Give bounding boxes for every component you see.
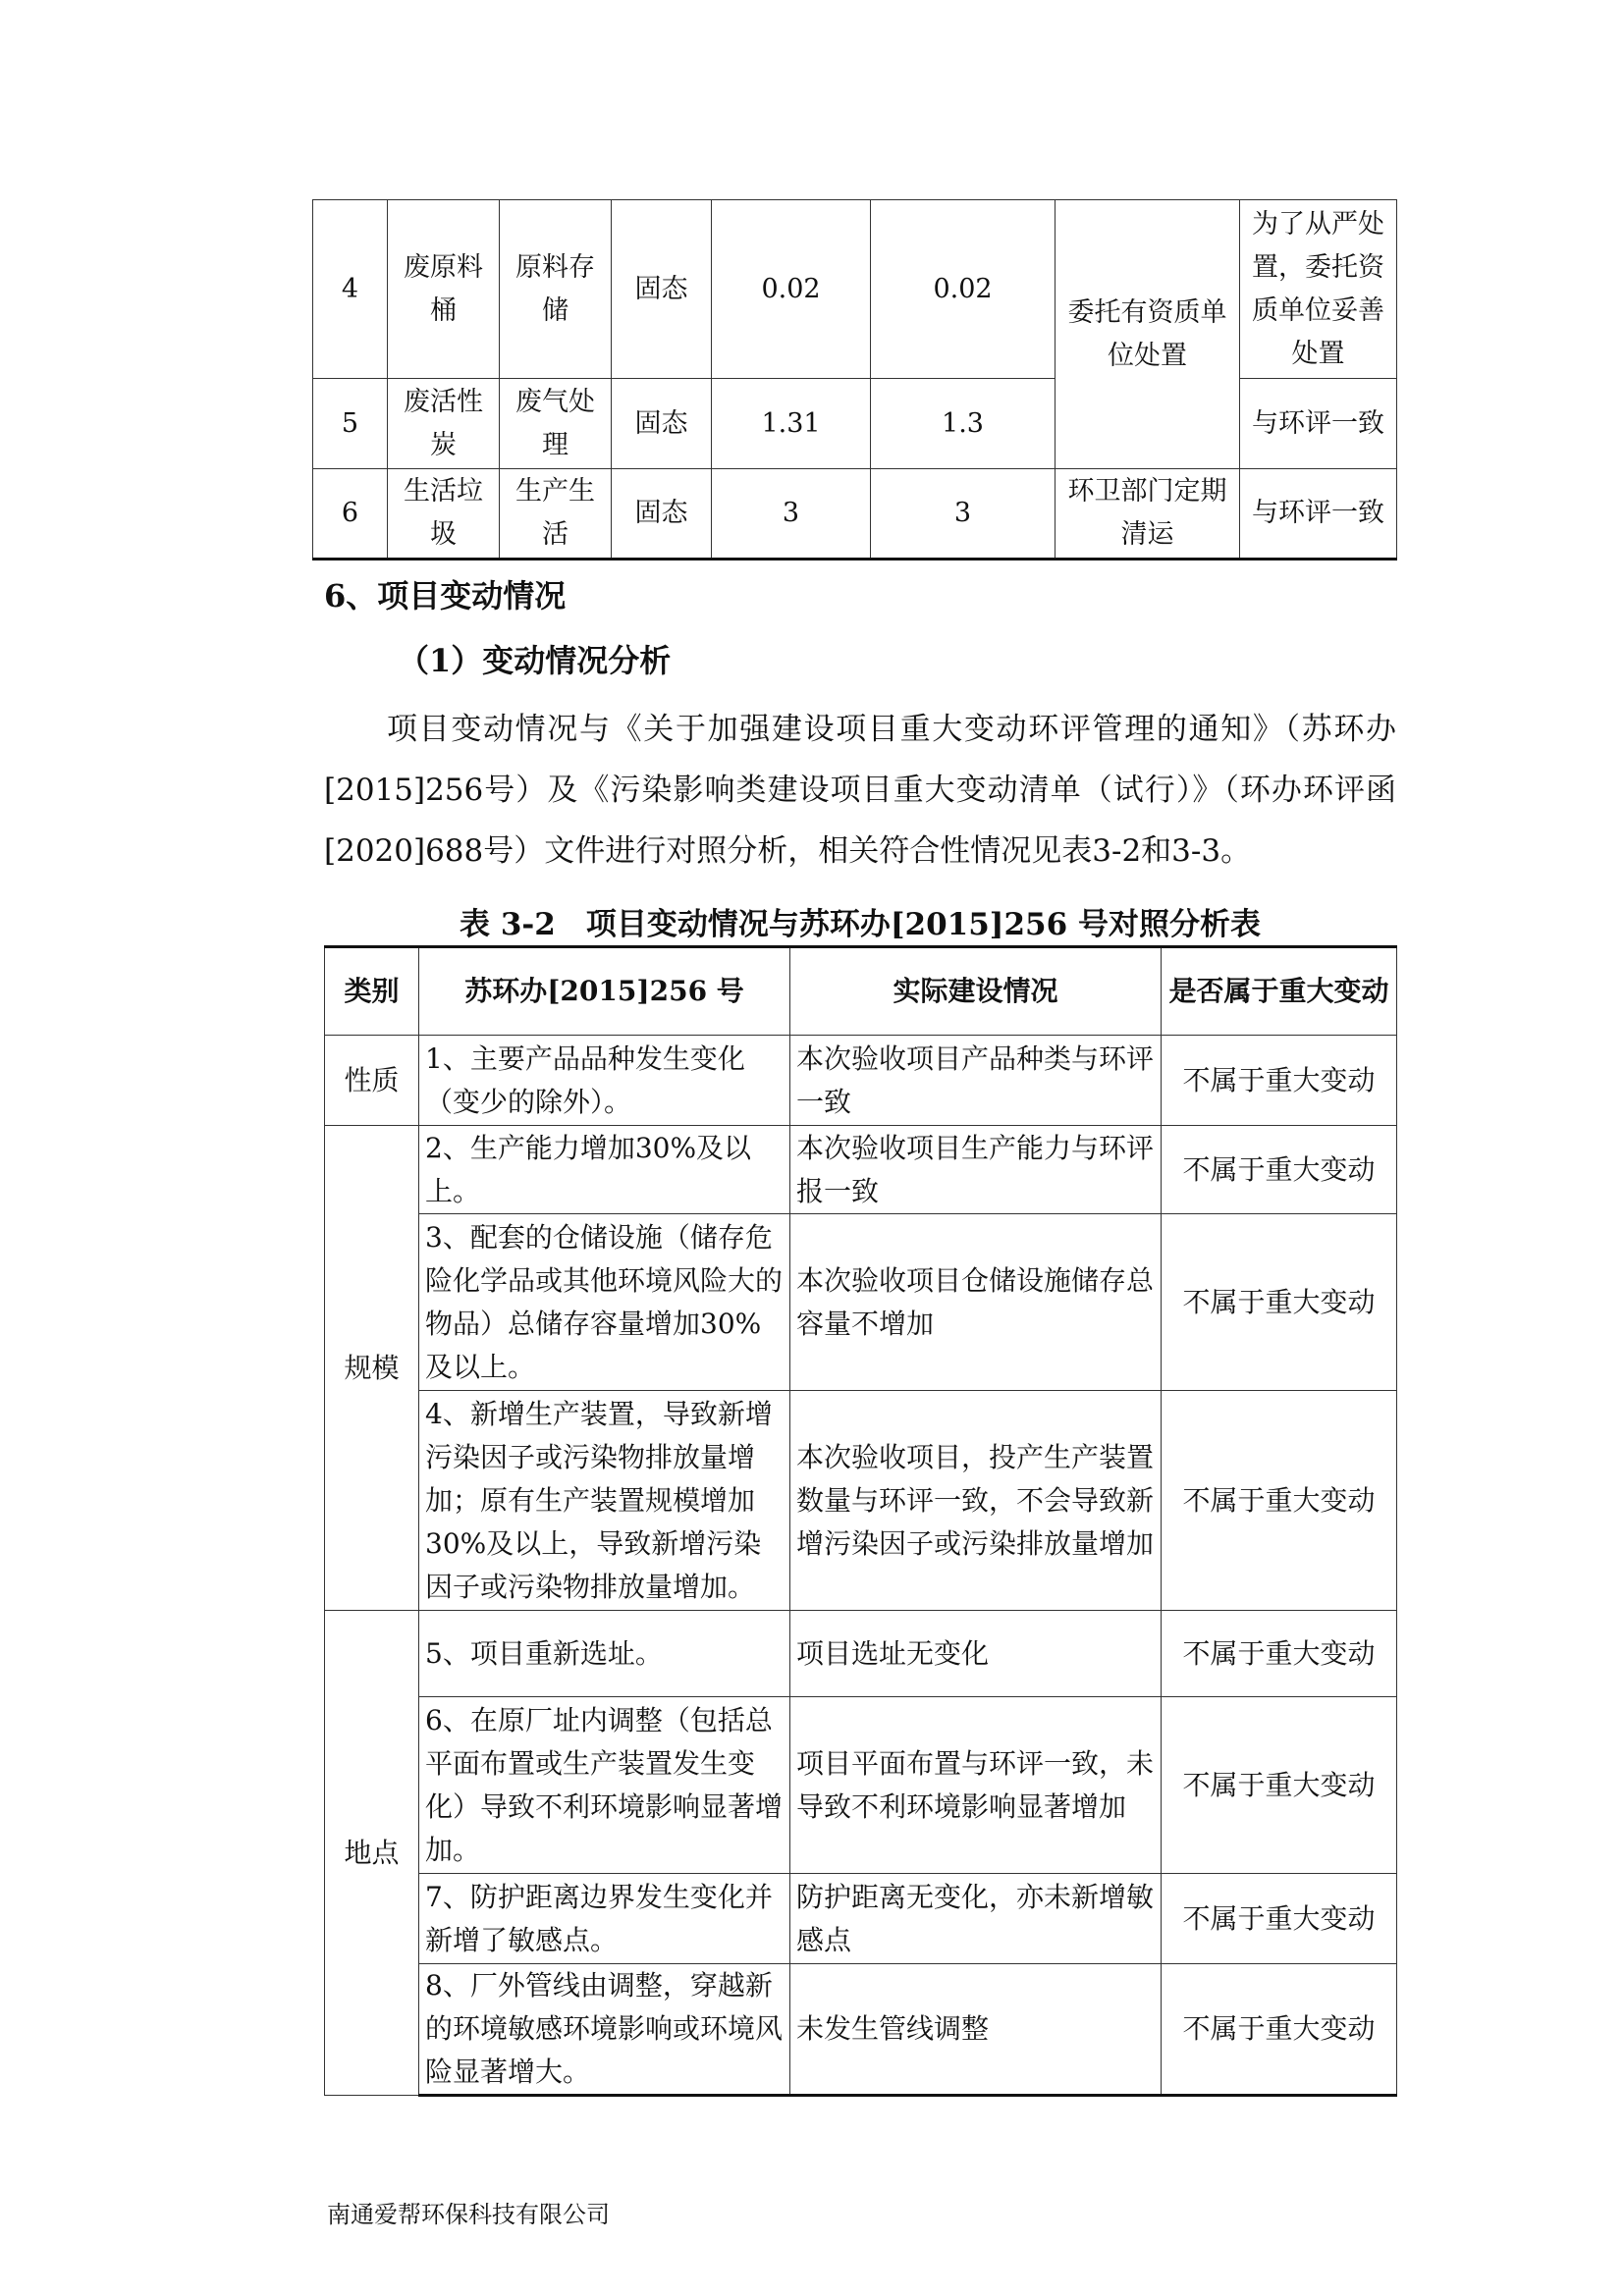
waste-form: 固态 (612, 200, 712, 379)
header-actual: 实际建设情况 (790, 947, 1162, 1036)
actual-situation: 本次验收项目仓储设施储存总容量不增加 (790, 1214, 1162, 1391)
table-row (325, 1611, 1397, 1697)
eia-amount: 0.02 (712, 200, 871, 379)
disposal-method: 委托有资质单位处置 (1056, 200, 1240, 469)
body-paragraph: 项目变动情况与《关于加强建设项目重大变动环评管理的通知》（苏环办[2015]256号）及《污染影响类建设项目重大变动清单（试行）》（环办环评函[2020]688号）文件进行对照分析，相关符合性情况见表3-2和3-3。 (324, 712, 1396, 869)
table-row (325, 1391, 1397, 1611)
row-number: 6 (313, 469, 388, 560)
waste-name: 生活垃圾 (388, 469, 500, 560)
category-cell: 规模 (325, 1126, 419, 1611)
result-cell: 不属于重大变动 (1162, 1126, 1397, 1214)
header-regulation: 苏环办[2015]256 号 (419, 947, 790, 1036)
regulation-item: 2、生产能力增加30%及以上。 (419, 1126, 790, 1214)
actual-amount: 3 (871, 469, 1056, 560)
header-result: 是否属于重大变动 (1162, 947, 1397, 1036)
waste-name: 废原料桶 (388, 200, 500, 379)
remark: 与环评一致 (1240, 469, 1397, 560)
table-row (325, 1036, 1397, 1126)
table-row (325, 1964, 1397, 2096)
actual-amount: 1.3 (871, 379, 1056, 469)
regulation-item: 6、在原厂址内调整（包括总平面布置或生产装置发生变化）导致不利环境影响显著增加。 (419, 1697, 790, 1874)
result-cell: 不属于重大变动 (1162, 1964, 1397, 2096)
waste-name: 废活性炭 (388, 379, 500, 469)
result-cell: 不属于重大变动 (1162, 1874, 1397, 1964)
disposal-method: 环卫部门定期清运 (1056, 469, 1240, 560)
waste-source: 生产生活 (500, 469, 612, 560)
row-number: 5 (313, 379, 388, 469)
result-cell: 不属于重大变动 (1162, 1611, 1397, 1697)
table-row (325, 1214, 1397, 1391)
actual-situation: 项目平面布置与环评一致，未导致不利环境影响显著增加 (790, 1697, 1162, 1874)
remark: 与环评一致 (1240, 379, 1397, 469)
actual-situation: 本次验收项目生产能力与环评报一致 (790, 1126, 1162, 1214)
waste-source: 废气处理 (500, 379, 612, 469)
result-cell: 不属于重大变动 (1162, 1036, 1397, 1126)
result-cell: 不属于重大变动 (1162, 1214, 1397, 1391)
category-cell: 地点 (325, 1611, 419, 2096)
result-cell: 不属于重大变动 (1162, 1391, 1397, 1611)
header-category: 类别 (325, 947, 419, 1036)
regulation-item: 4、新增生产装置，导致新增污染因子或污染物排放量增加；原有生产装置规模增加30%及以上，导致新增污染因子或污染物排放量增加。 (419, 1391, 790, 1611)
remark: 为了从严处置，委托资质单位妥善处置 (1240, 200, 1397, 379)
table-row (325, 1874, 1397, 1964)
waste-table (312, 199, 1397, 561)
actual-situation: 本次验收项目，投产生产装置数量与环评一致，不会导致新增污染因子或污染排放量增加 (790, 1391, 1162, 1611)
waste-source: 原料存储 (500, 200, 612, 379)
regulation-item: 5、项目重新选址。 (419, 1611, 790, 1697)
actual-situation: 本次验收项目产品种类与环评一致 (790, 1036, 1162, 1126)
actual-amount: 0.02 (871, 200, 1056, 379)
table-row (313, 200, 1397, 379)
category-cell: 性质 (325, 1036, 419, 1126)
actual-situation: 项目选址无变化 (790, 1611, 1162, 1697)
table-row (325, 1697, 1397, 1874)
table-row (325, 1126, 1397, 1214)
regulation-item: 3、配套的仓储设施（储存危险化学品或其他环境风险大的物品）总储存容量增加30%及以上。 (419, 1214, 790, 1391)
waste-form: 固态 (612, 379, 712, 469)
section-heading: 6、项目变动情况 (324, 577, 567, 614)
regulation-item: 7、防护距离边界发生变化并新增了敏感点。 (419, 1874, 790, 1964)
table-row (313, 469, 1397, 560)
sub-heading: （1）变动情况分析 (398, 642, 672, 679)
table-caption: 表 3-2 项目变动情况与苏环办[2015]256 号对照分析表 (460, 907, 1261, 942)
footer-company-name: 南通爱帮环保科技有限公司 (327, 2201, 610, 2228)
result-cell: 不属于重大变动 (1162, 1697, 1397, 1874)
row-number: 4 (313, 200, 388, 379)
eia-amount: 3 (712, 469, 871, 560)
comparison-table (324, 945, 1397, 2097)
waste-form: 固态 (612, 469, 712, 560)
regulation-item: 8、厂外管线由调整，穿越新的环境敏感环境影响或环境风险显著增大。 (419, 1964, 790, 2096)
regulation-item: 1、主要产品品种发生变化（变少的除外）。 (419, 1036, 790, 1126)
eia-amount: 1.31 (712, 379, 871, 469)
table-header-row (325, 947, 1397, 1036)
actual-situation: 防护距离无变化，亦未新增敏感点 (790, 1874, 1162, 1964)
actual-situation: 未发生管线调整 (790, 1964, 1162, 2096)
